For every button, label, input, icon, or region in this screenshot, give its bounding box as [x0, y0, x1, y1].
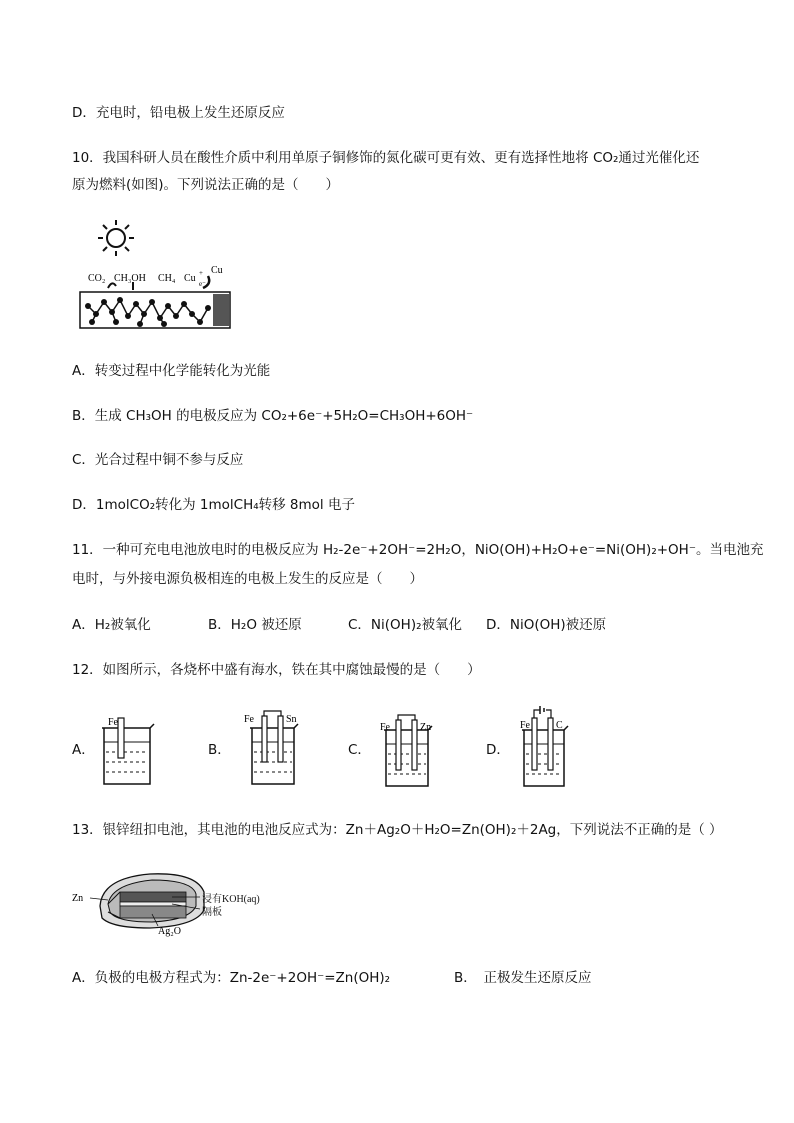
cu-label: Cu — [211, 265, 223, 276]
q13-option-b: B． 正极发生还原反应 — [454, 970, 592, 986]
q12-stem: 12．如图所示，各烧杯中盛有海水，铁在其中腐蚀最慢的是（ ） — [72, 662, 481, 678]
co2-label: CO₂ — [88, 273, 106, 284]
q9-option-d: D．充电时，铅电极上发生还原反应 — [72, 105, 285, 121]
q10-option-d: D．1molCO₂转化为 1molCH₄转移 8mol 电子 — [72, 497, 355, 513]
q10-option-a: A．转变过程中化学能转化为光能 — [72, 363, 271, 379]
q10-option-c: C．光合过程中铜不参与反应 — [72, 452, 244, 468]
svg-text:C: C — [556, 720, 563, 731]
svg-text:Fe: Fe — [520, 720, 530, 731]
q12-option-a-label: A． — [72, 742, 95, 758]
q13-figure — [72, 866, 260, 938]
q12-option-d-label: D． — [486, 742, 510, 758]
svg-text:+: + — [199, 269, 203, 277]
q11-option-b: B．H₂O 被还原 — [208, 617, 302, 633]
koh-label: 浸有KOH(aq) — [202, 894, 260, 905]
q12-option-c-label: C． — [348, 742, 371, 758]
q10-stem-line1: 10．我国科研人员在酸性介质中利用单原子铜修饰的氮化碳可更有效、更有选择性地将 CO₂通过光催化还 — [72, 150, 700, 166]
q10-figure — [78, 218, 238, 330]
svg-text:Fe: Fe — [380, 722, 390, 733]
cu-ion-label: Cu — [184, 273, 196, 284]
q13-stem: 13．银锌纽扣电池，其电池的电池反应式为：Zn＋Ag₂O＋H₂O=Zn(OH)₂＋2Ag，下列说法不正确的是（ ） — [72, 822, 723, 838]
q11-option-d: D．NiO(OH)被还原 — [486, 617, 607, 633]
q11-option-c: C．Ni(OH)₂被氧化 — [348, 617, 462, 633]
q12-option-b-label: B． — [208, 742, 231, 758]
sun-icon — [98, 220, 134, 256]
svg-text:Sn: Sn — [286, 714, 297, 725]
svg-text:Zn: Zn — [420, 722, 432, 733]
beaker-c — [376, 712, 440, 788]
beaker-b — [240, 708, 304, 786]
svg-text:Fe: Fe — [244, 714, 254, 725]
svg-text:Fe: Fe — [108, 717, 118, 728]
svg-text:e⁻: e⁻ — [199, 280, 206, 288]
beaker-d — [516, 706, 580, 788]
beaker-a — [100, 714, 156, 786]
ch3oh-label: CH₃OH — [114, 273, 146, 284]
q10-option-b: B．生成 CH₃OH 的电极反应为 CO₂+6e⁻+5H₂O=CH₃OH+6OH⁻ — [72, 408, 474, 424]
q10-stem-line2: 原为燃料(如图)。下列说法正确的是（ ） — [72, 177, 340, 193]
ag2o-label: Ag₂O — [158, 926, 181, 937]
ch4-label: CH₄ — [158, 273, 176, 284]
separator-label: 隔板 — [202, 907, 222, 918]
q11-option-a: A．H₂被氧化 — [72, 617, 151, 633]
zn-label: Zn — [72, 893, 84, 904]
q11-stem-line2: 电时，与外接电源负极相连的电极上发生的反应是（ ） — [72, 571, 423, 587]
q13-option-a: A．负极的电极方程式为：Zn-2e⁻+2OH⁻=Zn(OH)₂ — [72, 970, 391, 986]
photocatalysis-diagram — [78, 218, 238, 330]
q11-stem-line1: 11．一种可充电电池放电时的电极反应为 H₂-2e⁻+2OH⁻=2H₂O，NiO(OH)+H₂O+e⁻=Ni(OH)₂+OH⁻。当电池充 — [72, 542, 764, 558]
